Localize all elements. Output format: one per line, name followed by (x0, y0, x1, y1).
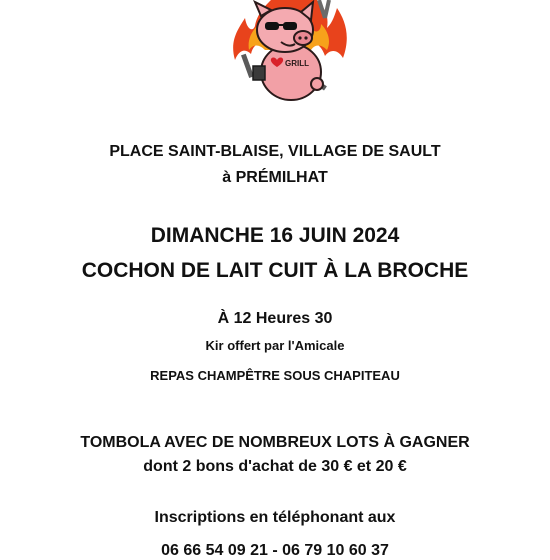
sunglasses-bridge (278, 24, 284, 26)
tombola-line-1: TOMBOLA AVEC DE NOMBREUX LOTS À GAGNER (80, 434, 470, 451)
meal-info: REPAS CHAMPÊTRE SOUS CHAPITEAU (150, 368, 400, 383)
pig-chef-logo (225, 0, 355, 112)
nostril-left (298, 36, 301, 39)
phone-numbers: 06 66 54 09 21 - 06 79 10 60 37 (161, 542, 389, 559)
pig-snout (294, 31, 312, 45)
venue-line-2: à PRÉMILHAT (222, 169, 328, 186)
apron-text: GRILL (285, 59, 309, 68)
fork-handle (241, 54, 254, 78)
sunglasses-right (283, 22, 297, 30)
event-title: COCHON DE LAIT CUIT À LA BROCHE (81, 259, 469, 282)
registration-text: Inscriptions en téléphonant aux (154, 509, 396, 526)
nostril-right (304, 36, 307, 39)
pig-hoof (311, 78, 323, 90)
event-date: DIMANCHE 16 JUIN 2024 (150, 224, 400, 247)
tombola-line-2: dont 2 bons d'achat de 30 € et 20 € (143, 458, 407, 475)
venue-line-1: PLACE SAINT-BLAISE, VILLAGE DE SAULT (109, 143, 441, 160)
kir-offer: Kir offert par l'Amicale (205, 338, 345, 353)
spatula-blade (253, 66, 265, 80)
sunglasses-left (265, 22, 279, 30)
event-time: À 12 Heures 30 (217, 310, 333, 327)
pig-chef-grill-icon (225, 0, 355, 112)
